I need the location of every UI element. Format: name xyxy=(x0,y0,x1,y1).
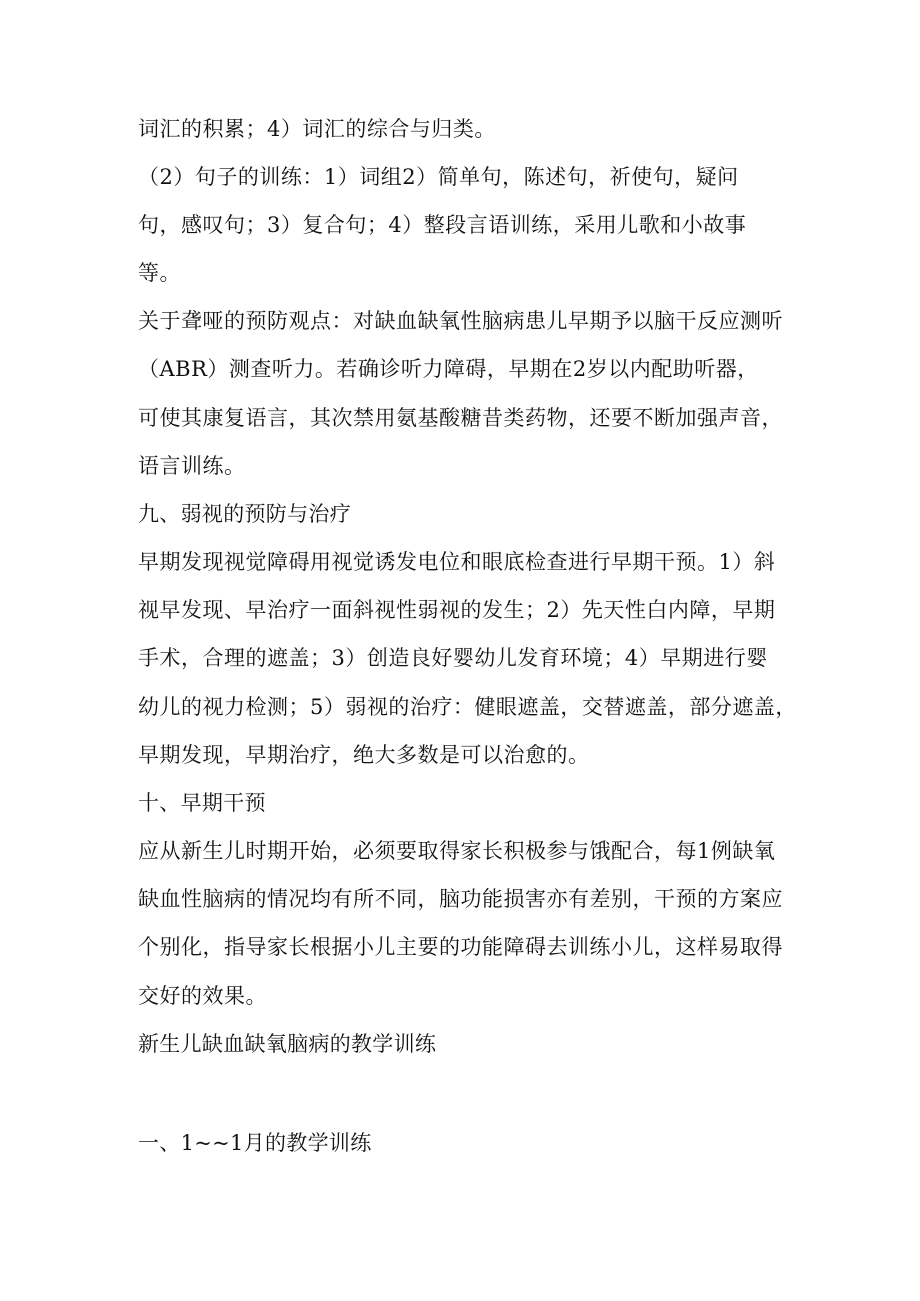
text-line: 应从新生儿时期开始，必须要取得家长积极参与饿配合，每1例缺氧 xyxy=(138,839,776,863)
text-line: 缺血性脑病的情况均有所不同，脑功能损害亦有差别，干预的方案应 xyxy=(138,887,783,911)
text-line: 视早发现、早治疗一面斜视性弱视的发生；2）先天性白内障，早期 xyxy=(138,598,776,622)
text-line: 词汇的积累；4）词汇的综合与归类。 xyxy=(138,117,496,141)
text-line: 手术，合理的遮盖；3）创造良好婴幼儿发育环境；4）早期进行婴 xyxy=(138,646,768,670)
text-line: （2）句子的训练：1）词组2）简单句，陈述句，祈使句，疑问 xyxy=(138,165,739,189)
text-line: 幼儿的视力检测；5）弱视的治疗：健眼遮盖，交替遮盖，部分遮盖， xyxy=(138,695,797,719)
text-line: 等。 xyxy=(138,261,181,285)
text-line: （ABR）测查听力。若确诊听力障碍，早期在2岁以内配助听器， xyxy=(138,357,759,381)
text-line: 句，感叹句；3）复合句；4）整段言语训练，采用儿歌和小故事 xyxy=(138,213,747,237)
section-heading: 新生儿缺血缺氧脑病的教学训练 xyxy=(138,1032,437,1056)
text-line: 早期发现视觉障碍用视觉诱发电位和眼底检查进行早期干预。1）斜 xyxy=(138,550,776,574)
text-line: 可使其康复语言，其次禁用氨基酸糖昔类药物，还要不断加强声音， xyxy=(138,406,783,430)
section-heading: 一、1~~1月的教学训练 xyxy=(138,1131,372,1155)
section-heading: 九、弱视的预防与治疗 xyxy=(138,502,351,526)
text-line: 早期发现，早期治疗，绝大多数是可以治愈的。 xyxy=(138,743,590,767)
text-line: 交好的效果。 xyxy=(138,984,267,1008)
text-line: 关于聋哑的预防观点：对缺血缺氧性脑病患儿早期予以脑干反应测听 xyxy=(138,309,783,333)
section-heading: 十、早期干预 xyxy=(138,791,266,815)
text-line: 语言训练。 xyxy=(138,454,246,478)
text-line: 个别化，指导家长根据小儿主要的功能障碍去训练小儿，这样易取得 xyxy=(138,935,783,959)
